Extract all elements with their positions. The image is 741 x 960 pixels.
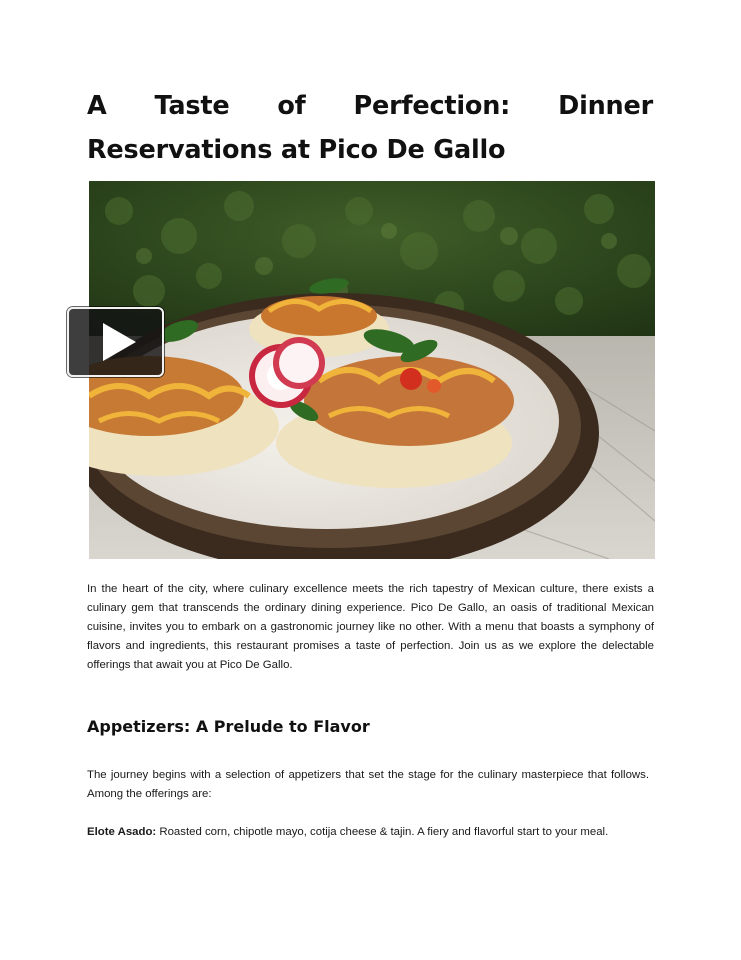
section-paragraph: The journey begins with a selection of appetizers that set the stage for the culinary masterpiece that follows. Among the offerings are: <box>87 769 649 800</box>
section-heading-appetizers: Appetizers: A Prelude to Flavor <box>87 717 370 736</box>
menu-item-elote-asado <box>87 823 667 842</box>
video-play-button[interactable] <box>67 307 164 377</box>
intro-paragraph: In the heart of the city, where culinary excellence meets the rich tapestry of Mexican culture, there exists a culinary gem that transcends the ordinary dining experience. Pico De Gallo, an oasis of traditional Mexican cuisine, invites you to embark on a gastronomic journey like no other. With a menu that boasts a symphony of flavors and ingredients, this restaurant promises a taste of perfection. Join us as we explore the delectable offerings that await you at Pico De Gallo. <box>87 583 654 671</box>
menu-item-name: Elote Asado: <box>87 826 157 838</box>
hero-image <box>89 181 655 559</box>
menu-item-description: Roasted corn, chipotle mayo, cotija cheese & tajin. A fiery and flavorful start to your meal. <box>156 826 609 838</box>
page-title: A Taste of Perfection: Dinner Reservations at Pico De Gallo <box>87 91 653 165</box>
play-icon <box>103 323 136 361</box>
tacos-photo <box>89 181 655 559</box>
